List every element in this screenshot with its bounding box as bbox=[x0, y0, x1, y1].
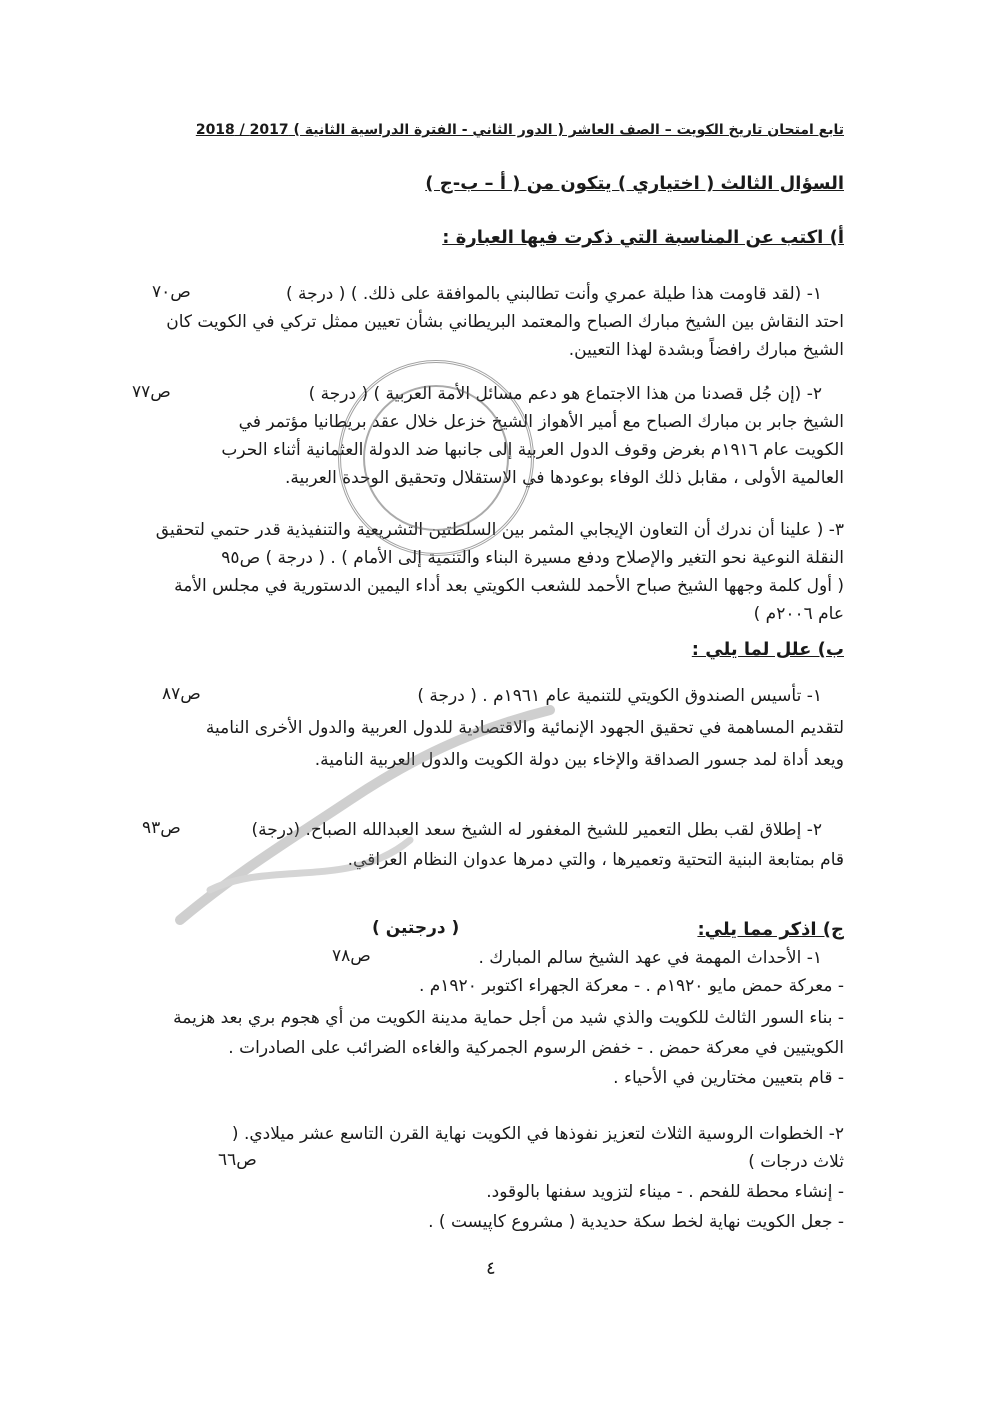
part-a-item-3-line-3: ( أول كلمة وجهها الشيخ صباح الأحمد للشعب الكويتي بعد أداء اليمين الدستورية في مجلس الأمة bbox=[174, 576, 844, 596]
part-b-item-2-page: ص٩٣ bbox=[142, 818, 181, 838]
part-c-item-1-line-2: - معركة حمض مايو ١٩٢٠م . - معركة الجهراء اكتوبر ١٩٢٠م . bbox=[418, 976, 844, 996]
part-c-item-1-page: ص٧٨ bbox=[332, 946, 371, 966]
part-c-title: ج) اذكر مما يلي: bbox=[697, 919, 844, 940]
part-b-item-2-line-2: قام بمتابعة البنية التحتية وتعميرها ، والتي دمرها عدوان النظام العراقي. bbox=[347, 850, 844, 870]
part-a-item-1-line-1: ١- (لقد قاومت هذا طيلة عمري وأنت تطالبني بالموافقة على ذلك. ) ( درجة ) bbox=[285, 284, 822, 304]
part-a-item-2-page: ص٧٧ bbox=[132, 382, 171, 402]
part-a-item-2-line-1: ٢- (إن جُل قصدنا من هذا الاجتماع هو دعم مسائل الأمة العربية ) ( درجة ) bbox=[308, 384, 822, 404]
part-a-item-1-line-3: الشيخ مبارك رافضاً وبشدة لهذا التعيين. bbox=[568, 340, 844, 360]
part-a-item-1-page: ص٧٠ bbox=[152, 282, 191, 302]
part-a-item-3-line-1: ٣- ( علينا أن ندرك أن التعاون الإيجابي المثمر بين السلطتين التشريعية والتنفيذية قدر حتمي لتحقيق bbox=[155, 520, 844, 540]
part-b-item-1-line-1: ١- تأسيس الصندوق الكويتي للتنمية عام ١٩٦١م . ( درجة ) bbox=[417, 686, 822, 706]
part-b-item-1-line-3: ويعد أداة لمد جسور الصداقة والإخاء بين دولة الكويت والدول العربية النامية. bbox=[314, 750, 844, 770]
part-a-item-3-line-4: عام ٢٠٠٦م ) bbox=[753, 604, 844, 624]
part-a-item-2-line-3: الكويت عام ١٩١٦م بغرض وقوف الدول العربية إلى جانبها ضد الدولة العثمانية أثناء الحرب bbox=[221, 440, 844, 460]
question-3-title: السؤال الثالث ( اختياري ) يتكون من ( أ – ب-ج ) bbox=[425, 173, 844, 194]
part-c-marks: ( درجتين ) bbox=[372, 918, 460, 938]
part-c-item-1-line-4: الكويتيين في معركة حمض . - خفض الرسوم الجمركية والغاءه الضرائب على الصادرات . bbox=[228, 1038, 844, 1058]
part-c-item-1-line-5: - قام بتعيين مختارين في الأحياء . bbox=[613, 1068, 844, 1088]
part-c-item-1-line-1: ١- الأحداث المهمة في عهد الشيخ سالم المبارك . bbox=[478, 948, 822, 968]
part-a-item-3-line-2: النقلة النوعية نحو التغير والإصلاح ودفع مسيرة البناء والتنمية إلى الأمام ) . ( درجة ) ص٩٥ bbox=[221, 548, 844, 568]
part-c-item-2-line-3: - إنشاء محطة للفحم . - ميناء لتزويد سفنها بالوقود. bbox=[486, 1182, 844, 1202]
part-c-item-2-line-1: ٢- الخطوات الروسية الثلاث لتعزيز نفوذها في الكويت نهاية القرن التاسع عشر ميلادي. ( bbox=[231, 1124, 844, 1144]
part-b-item-1-page: ص٨٧ bbox=[162, 684, 201, 704]
part-b-item-2-line-1: ٢- إطلاق لقب بطل التعمير للشيخ المغفور له الشيخ سعد العبدالله الصباح. (درجة) bbox=[251, 820, 822, 840]
part-c-item-1-line-3: - بناء السور الثالث للكويت والذي شيد من أجل حماية مدينة الكويت من أي هجوم بري بعد هزيمة bbox=[173, 1008, 844, 1028]
part-b-title: ب) علل لما يلي : bbox=[691, 639, 844, 660]
part-c-item-2-page: ص٦٦ bbox=[218, 1150, 257, 1170]
page-number: ٤ bbox=[486, 1258, 496, 1279]
exam-header: تابع امتحان تاريخ الكويت – الصف العاشر ( الدور الثاني - الفترة الدراسية الثانية ) 2017 / 2018 bbox=[195, 122, 844, 138]
part-c-item-2-line-2: ثلاث درجات ) bbox=[748, 1152, 844, 1172]
stamp-seal bbox=[338, 360, 534, 556]
part-a-title: أ) اكتب عن المناسبة التي ذكرت فيها العبارة : bbox=[442, 227, 844, 248]
part-a-item-1-line-2: احتد النقاش بين الشيخ مبارك الصباح والمعتمد البريطاني بشأن تعيين ممثل تركي في الكويت كان bbox=[166, 312, 844, 332]
part-a-item-2-line-4: العالمية الأولى ، مقابل ذلك الوفاء بوعودها في الاستقلال وتحقيق الوحدة العربية. bbox=[284, 468, 844, 488]
part-b-item-1-line-2: لتقديم المساهمة في تحقيق الجهود الإنمائية والاقتصادية للدول العربية والدول الأخرى النامية bbox=[205, 718, 844, 738]
part-a-item-2-line-2: الشيخ جابر بن مبارك الصباح مع أمير الأهواز الشيخ خزعل خلال عقد بريطانيا مؤتمر في bbox=[238, 412, 844, 432]
part-c-item-2-line-4: - جعل الكويت نهاية لخط سكة حديدية ( مشروع كاپيست ) . bbox=[428, 1212, 844, 1232]
